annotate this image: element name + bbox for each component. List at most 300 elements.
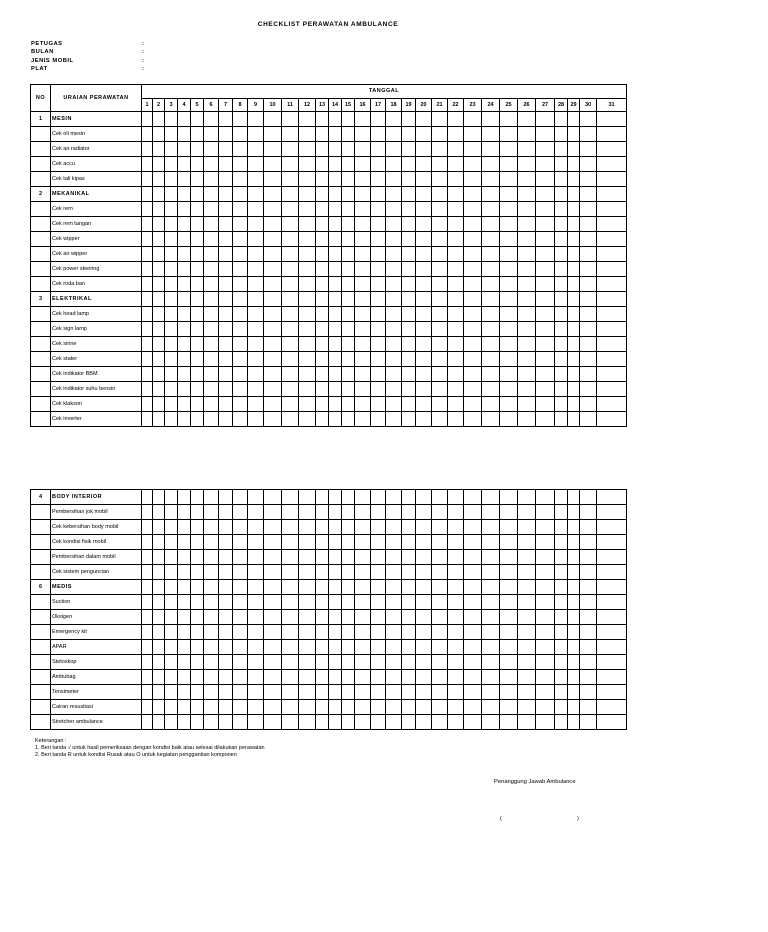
check-cell[interactable] bbox=[386, 292, 402, 307]
check-cell[interactable] bbox=[264, 322, 282, 337]
check-cell[interactable] bbox=[153, 670, 165, 685]
check-cell[interactable] bbox=[342, 610, 355, 625]
check-cell[interactable] bbox=[191, 232, 204, 247]
check-cell[interactable] bbox=[386, 715, 402, 730]
check-cell[interactable] bbox=[416, 217, 432, 232]
check-cell[interactable] bbox=[342, 352, 355, 367]
check-cell[interactable] bbox=[464, 685, 482, 700]
check-cell[interactable] bbox=[371, 700, 386, 715]
check-cell[interactable] bbox=[432, 715, 448, 730]
check-cell[interactable] bbox=[448, 505, 464, 520]
check-cell[interactable] bbox=[464, 382, 482, 397]
check-cell[interactable] bbox=[165, 247, 178, 262]
check-cell[interactable] bbox=[248, 322, 264, 337]
check-cell[interactable] bbox=[299, 580, 316, 595]
check-cell[interactable] bbox=[536, 700, 555, 715]
check-cell[interactable] bbox=[219, 172, 233, 187]
check-cell[interactable] bbox=[482, 292, 500, 307]
check-cell[interactable] bbox=[178, 262, 191, 277]
check-cell[interactable] bbox=[299, 187, 316, 202]
check-cell[interactable] bbox=[355, 535, 371, 550]
check-cell[interactable] bbox=[355, 640, 371, 655]
check-cell[interactable] bbox=[555, 565, 568, 580]
check-cell[interactable] bbox=[518, 202, 536, 217]
check-cell[interactable] bbox=[204, 322, 219, 337]
check-cell[interactable] bbox=[355, 580, 371, 595]
check-cell[interactable] bbox=[233, 412, 248, 427]
check-cell[interactable] bbox=[191, 610, 204, 625]
check-cell[interactable] bbox=[165, 292, 178, 307]
check-cell[interactable] bbox=[191, 625, 204, 640]
check-cell[interactable] bbox=[191, 247, 204, 262]
check-cell[interactable] bbox=[142, 412, 153, 427]
check-cell[interactable] bbox=[204, 490, 219, 505]
check-cell[interactable] bbox=[299, 520, 316, 535]
check-cell[interactable] bbox=[282, 112, 299, 127]
check-cell[interactable] bbox=[355, 550, 371, 565]
check-cell[interactable] bbox=[402, 565, 416, 580]
check-cell[interactable] bbox=[329, 382, 342, 397]
check-cell[interactable] bbox=[142, 367, 153, 382]
check-cell[interactable] bbox=[555, 670, 568, 685]
check-cell[interactable] bbox=[482, 172, 500, 187]
check-cell[interactable] bbox=[165, 565, 178, 580]
check-cell[interactable] bbox=[165, 685, 178, 700]
check-cell[interactable] bbox=[402, 550, 416, 565]
check-cell[interactable] bbox=[355, 655, 371, 670]
check-cell[interactable] bbox=[282, 397, 299, 412]
check-cell[interactable] bbox=[233, 277, 248, 292]
check-cell[interactable] bbox=[316, 535, 329, 550]
check-cell[interactable] bbox=[153, 505, 165, 520]
check-cell[interactable] bbox=[355, 505, 371, 520]
check-cell[interactable] bbox=[355, 352, 371, 367]
check-cell[interactable] bbox=[316, 187, 329, 202]
check-cell[interactable] bbox=[500, 595, 518, 610]
check-cell[interactable] bbox=[299, 337, 316, 352]
check-cell[interactable] bbox=[536, 247, 555, 262]
check-cell[interactable] bbox=[342, 232, 355, 247]
check-cell[interactable] bbox=[165, 322, 178, 337]
check-cell[interactable] bbox=[329, 217, 342, 232]
check-cell[interactable] bbox=[178, 367, 191, 382]
check-cell[interactable] bbox=[178, 625, 191, 640]
check-cell[interactable] bbox=[153, 535, 165, 550]
check-cell[interactable] bbox=[386, 625, 402, 640]
check-cell[interactable] bbox=[233, 187, 248, 202]
check-cell[interactable] bbox=[355, 490, 371, 505]
check-cell[interactable] bbox=[204, 565, 219, 580]
check-cell[interactable] bbox=[178, 595, 191, 610]
check-cell[interactable] bbox=[597, 382, 627, 397]
check-cell[interactable] bbox=[204, 127, 219, 142]
check-cell[interactable] bbox=[482, 535, 500, 550]
check-cell[interactable] bbox=[191, 217, 204, 232]
check-cell[interactable] bbox=[355, 277, 371, 292]
check-cell[interactable] bbox=[282, 187, 299, 202]
check-cell[interactable] bbox=[555, 337, 568, 352]
check-cell[interactable] bbox=[178, 112, 191, 127]
check-cell[interactable] bbox=[597, 610, 627, 625]
check-cell[interactable] bbox=[316, 655, 329, 670]
check-cell[interactable] bbox=[191, 142, 204, 157]
check-cell[interactable] bbox=[500, 247, 518, 262]
check-cell[interactable] bbox=[233, 685, 248, 700]
check-cell[interactable] bbox=[580, 262, 597, 277]
check-cell[interactable] bbox=[464, 292, 482, 307]
check-cell[interactable] bbox=[248, 670, 264, 685]
check-cell[interactable] bbox=[204, 655, 219, 670]
check-cell[interactable] bbox=[142, 292, 153, 307]
check-cell[interactable] bbox=[482, 625, 500, 640]
check-cell[interactable] bbox=[518, 505, 536, 520]
check-cell[interactable] bbox=[518, 412, 536, 427]
check-cell[interactable] bbox=[464, 640, 482, 655]
check-cell[interactable] bbox=[448, 670, 464, 685]
check-cell[interactable] bbox=[555, 550, 568, 565]
check-cell[interactable] bbox=[316, 397, 329, 412]
check-cell[interactable] bbox=[204, 277, 219, 292]
check-cell[interactable] bbox=[371, 397, 386, 412]
check-cell[interactable] bbox=[142, 715, 153, 730]
check-cell[interactable] bbox=[464, 595, 482, 610]
check-cell[interactable] bbox=[555, 247, 568, 262]
check-cell[interactable] bbox=[142, 142, 153, 157]
check-cell[interactable] bbox=[464, 505, 482, 520]
check-cell[interactable] bbox=[191, 337, 204, 352]
check-cell[interactable] bbox=[219, 550, 233, 565]
check-cell[interactable] bbox=[386, 520, 402, 535]
check-cell[interactable] bbox=[432, 595, 448, 610]
check-cell[interactable] bbox=[500, 352, 518, 367]
check-cell[interactable] bbox=[448, 247, 464, 262]
check-cell[interactable] bbox=[264, 352, 282, 367]
check-cell[interactable] bbox=[282, 322, 299, 337]
check-cell[interactable] bbox=[165, 337, 178, 352]
check-cell[interactable] bbox=[568, 580, 580, 595]
check-cell[interactable] bbox=[568, 655, 580, 670]
check-cell[interactable] bbox=[264, 172, 282, 187]
check-cell[interactable] bbox=[316, 337, 329, 352]
check-cell[interactable] bbox=[386, 505, 402, 520]
check-cell[interactable] bbox=[299, 232, 316, 247]
check-cell[interactable] bbox=[371, 367, 386, 382]
check-cell[interactable] bbox=[402, 505, 416, 520]
check-cell[interactable] bbox=[371, 172, 386, 187]
check-cell[interactable] bbox=[555, 232, 568, 247]
check-cell[interactable] bbox=[165, 640, 178, 655]
check-cell[interactable] bbox=[282, 685, 299, 700]
check-cell[interactable] bbox=[518, 142, 536, 157]
check-cell[interactable] bbox=[597, 307, 627, 322]
check-cell[interactable] bbox=[386, 337, 402, 352]
check-cell[interactable] bbox=[448, 262, 464, 277]
check-cell[interactable] bbox=[233, 715, 248, 730]
check-cell[interactable] bbox=[448, 352, 464, 367]
check-cell[interactable] bbox=[482, 277, 500, 292]
check-cell[interactable] bbox=[191, 202, 204, 217]
check-cell[interactable] bbox=[178, 655, 191, 670]
check-cell[interactable] bbox=[219, 277, 233, 292]
check-cell[interactable] bbox=[597, 397, 627, 412]
check-cell[interactable] bbox=[282, 535, 299, 550]
check-cell[interactable] bbox=[597, 505, 627, 520]
check-cell[interactable] bbox=[371, 247, 386, 262]
check-cell[interactable] bbox=[371, 322, 386, 337]
check-cell[interactable] bbox=[264, 157, 282, 172]
check-cell[interactable] bbox=[219, 292, 233, 307]
check-cell[interactable] bbox=[329, 127, 342, 142]
check-cell[interactable] bbox=[165, 700, 178, 715]
check-cell[interactable] bbox=[568, 595, 580, 610]
check-cell[interactable] bbox=[482, 397, 500, 412]
check-cell[interactable] bbox=[329, 685, 342, 700]
check-cell[interactable] bbox=[416, 535, 432, 550]
check-cell[interactable] bbox=[153, 580, 165, 595]
check-cell[interactable] bbox=[448, 550, 464, 565]
check-cell[interactable] bbox=[386, 172, 402, 187]
check-cell[interactable] bbox=[282, 232, 299, 247]
check-cell[interactable] bbox=[580, 625, 597, 640]
check-cell[interactable] bbox=[204, 580, 219, 595]
check-cell[interactable] bbox=[204, 595, 219, 610]
check-cell[interactable] bbox=[597, 625, 627, 640]
check-cell[interactable] bbox=[248, 595, 264, 610]
check-cell[interactable] bbox=[555, 412, 568, 427]
check-cell[interactable] bbox=[264, 382, 282, 397]
check-cell[interactable] bbox=[191, 505, 204, 520]
check-cell[interactable] bbox=[402, 247, 416, 262]
check-cell[interactable] bbox=[536, 685, 555, 700]
check-cell[interactable] bbox=[518, 625, 536, 640]
check-cell[interactable] bbox=[432, 700, 448, 715]
check-cell[interactable] bbox=[536, 112, 555, 127]
check-cell[interactable] bbox=[191, 412, 204, 427]
check-cell[interactable] bbox=[402, 382, 416, 397]
check-cell[interactable] bbox=[597, 412, 627, 427]
check-cell[interactable] bbox=[536, 625, 555, 640]
check-cell[interactable] bbox=[482, 262, 500, 277]
check-cell[interactable] bbox=[191, 292, 204, 307]
check-cell[interactable] bbox=[316, 292, 329, 307]
check-cell[interactable] bbox=[264, 262, 282, 277]
check-cell[interactable] bbox=[386, 412, 402, 427]
check-cell[interactable] bbox=[482, 367, 500, 382]
check-cell[interactable] bbox=[299, 112, 316, 127]
check-cell[interactable] bbox=[233, 580, 248, 595]
check-cell[interactable] bbox=[518, 595, 536, 610]
check-cell[interactable] bbox=[355, 367, 371, 382]
check-cell[interactable] bbox=[342, 262, 355, 277]
check-cell[interactable] bbox=[432, 307, 448, 322]
check-cell[interactable] bbox=[597, 187, 627, 202]
check-cell[interactable] bbox=[500, 520, 518, 535]
check-cell[interactable] bbox=[142, 322, 153, 337]
check-cell[interactable] bbox=[165, 157, 178, 172]
check-cell[interactable] bbox=[342, 187, 355, 202]
check-cell[interactable] bbox=[204, 112, 219, 127]
check-cell[interactable] bbox=[580, 322, 597, 337]
check-cell[interactable] bbox=[386, 670, 402, 685]
check-cell[interactable] bbox=[153, 595, 165, 610]
check-cell[interactable] bbox=[355, 670, 371, 685]
check-cell[interactable] bbox=[165, 655, 178, 670]
check-cell[interactable] bbox=[518, 700, 536, 715]
check-cell[interactable] bbox=[165, 307, 178, 322]
check-cell[interactable] bbox=[416, 292, 432, 307]
check-cell[interactable] bbox=[248, 352, 264, 367]
check-cell[interactable] bbox=[204, 412, 219, 427]
check-cell[interactable] bbox=[142, 550, 153, 565]
check-cell[interactable] bbox=[316, 550, 329, 565]
check-cell[interactable] bbox=[568, 670, 580, 685]
check-cell[interactable] bbox=[204, 397, 219, 412]
check-cell[interactable] bbox=[386, 490, 402, 505]
check-cell[interactable] bbox=[386, 655, 402, 670]
check-cell[interactable] bbox=[568, 172, 580, 187]
check-cell[interactable] bbox=[580, 142, 597, 157]
check-cell[interactable] bbox=[386, 565, 402, 580]
check-cell[interactable] bbox=[555, 142, 568, 157]
check-cell[interactable] bbox=[597, 685, 627, 700]
check-cell[interactable] bbox=[355, 700, 371, 715]
check-cell[interactable] bbox=[178, 172, 191, 187]
check-cell[interactable] bbox=[264, 715, 282, 730]
check-cell[interactable] bbox=[597, 232, 627, 247]
check-cell[interactable] bbox=[432, 247, 448, 262]
check-cell[interactable] bbox=[248, 412, 264, 427]
check-cell[interactable] bbox=[264, 505, 282, 520]
check-cell[interactable] bbox=[416, 595, 432, 610]
check-cell[interactable] bbox=[329, 352, 342, 367]
check-cell[interactable] bbox=[402, 112, 416, 127]
check-cell[interactable] bbox=[233, 610, 248, 625]
check-cell[interactable] bbox=[355, 382, 371, 397]
check-cell[interactable] bbox=[342, 202, 355, 217]
check-cell[interactable] bbox=[153, 127, 165, 142]
check-cell[interactable] bbox=[416, 202, 432, 217]
check-cell[interactable] bbox=[191, 172, 204, 187]
check-cell[interactable] bbox=[165, 550, 178, 565]
check-cell[interactable] bbox=[316, 277, 329, 292]
check-cell[interactable] bbox=[555, 127, 568, 142]
check-cell[interactable] bbox=[536, 505, 555, 520]
check-cell[interactable] bbox=[329, 112, 342, 127]
check-cell[interactable] bbox=[165, 490, 178, 505]
check-cell[interactable] bbox=[264, 535, 282, 550]
check-cell[interactable] bbox=[178, 490, 191, 505]
check-cell[interactable] bbox=[402, 685, 416, 700]
check-cell[interactable] bbox=[568, 322, 580, 337]
check-cell[interactable] bbox=[233, 700, 248, 715]
check-cell[interactable] bbox=[316, 127, 329, 142]
check-cell[interactable] bbox=[518, 322, 536, 337]
check-cell[interactable] bbox=[165, 172, 178, 187]
check-cell[interactable] bbox=[299, 217, 316, 232]
check-cell[interactable] bbox=[518, 550, 536, 565]
check-cell[interactable] bbox=[500, 535, 518, 550]
check-cell[interactable] bbox=[264, 412, 282, 427]
check-cell[interactable] bbox=[464, 232, 482, 247]
check-cell[interactable] bbox=[204, 202, 219, 217]
check-cell[interactable] bbox=[416, 580, 432, 595]
check-cell[interactable] bbox=[386, 157, 402, 172]
check-cell[interactable] bbox=[386, 550, 402, 565]
check-cell[interactable] bbox=[153, 397, 165, 412]
check-cell[interactable] bbox=[555, 640, 568, 655]
check-cell[interactable] bbox=[191, 382, 204, 397]
check-cell[interactable] bbox=[482, 217, 500, 232]
check-cell[interactable] bbox=[580, 232, 597, 247]
check-cell[interactable] bbox=[178, 382, 191, 397]
check-cell[interactable] bbox=[482, 232, 500, 247]
check-cell[interactable] bbox=[500, 505, 518, 520]
check-cell[interactable] bbox=[518, 352, 536, 367]
check-cell[interactable] bbox=[597, 715, 627, 730]
check-cell[interactable] bbox=[416, 367, 432, 382]
check-cell[interactable] bbox=[342, 142, 355, 157]
check-cell[interactable] bbox=[597, 292, 627, 307]
check-cell[interactable] bbox=[518, 610, 536, 625]
check-cell[interactable] bbox=[536, 640, 555, 655]
check-cell[interactable] bbox=[329, 247, 342, 262]
check-cell[interactable] bbox=[142, 655, 153, 670]
check-cell[interactable] bbox=[191, 655, 204, 670]
check-cell[interactable] bbox=[432, 382, 448, 397]
check-cell[interactable] bbox=[482, 322, 500, 337]
check-cell[interactable] bbox=[402, 277, 416, 292]
check-cell[interactable] bbox=[342, 337, 355, 352]
check-cell[interactable] bbox=[342, 307, 355, 322]
check-cell[interactable] bbox=[464, 412, 482, 427]
check-cell[interactable] bbox=[142, 595, 153, 610]
check-cell[interactable] bbox=[568, 715, 580, 730]
check-cell[interactable] bbox=[355, 412, 371, 427]
check-cell[interactable] bbox=[178, 217, 191, 232]
check-cell[interactable] bbox=[580, 595, 597, 610]
check-cell[interactable] bbox=[448, 685, 464, 700]
check-cell[interactable] bbox=[518, 565, 536, 580]
check-cell[interactable] bbox=[204, 700, 219, 715]
check-cell[interactable] bbox=[518, 187, 536, 202]
check-cell[interactable] bbox=[264, 337, 282, 352]
check-cell[interactable] bbox=[342, 595, 355, 610]
check-cell[interactable] bbox=[555, 262, 568, 277]
check-cell[interactable] bbox=[355, 187, 371, 202]
check-cell[interactable] bbox=[482, 352, 500, 367]
check-cell[interactable] bbox=[500, 565, 518, 580]
check-cell[interactable] bbox=[416, 412, 432, 427]
check-cell[interactable] bbox=[386, 610, 402, 625]
check-cell[interactable] bbox=[342, 157, 355, 172]
check-cell[interactable] bbox=[500, 187, 518, 202]
check-cell[interactable] bbox=[371, 217, 386, 232]
check-cell[interactable] bbox=[464, 670, 482, 685]
check-cell[interactable] bbox=[568, 610, 580, 625]
check-cell[interactable] bbox=[282, 352, 299, 367]
check-cell[interactable] bbox=[178, 700, 191, 715]
check-cell[interactable] bbox=[555, 685, 568, 700]
check-cell[interactable] bbox=[432, 127, 448, 142]
check-cell[interactable] bbox=[153, 655, 165, 670]
check-cell[interactable] bbox=[371, 565, 386, 580]
check-cell[interactable] bbox=[219, 655, 233, 670]
check-cell[interactable] bbox=[432, 610, 448, 625]
check-cell[interactable] bbox=[536, 127, 555, 142]
check-cell[interactable] bbox=[178, 397, 191, 412]
check-cell[interactable] bbox=[316, 262, 329, 277]
check-cell[interactable] bbox=[142, 580, 153, 595]
